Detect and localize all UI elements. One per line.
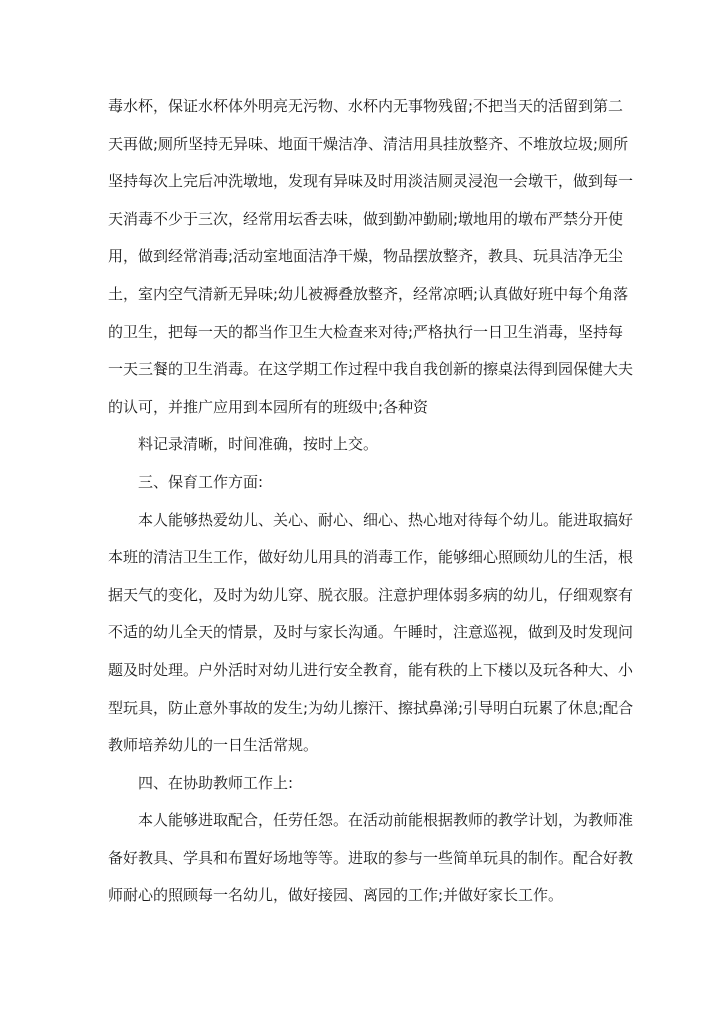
text-line: 不适的幼儿全天的情景，及时与家长沟通。午睡时，注意巡视，做到及时发现问 bbox=[108, 623, 634, 642]
text-line: 天消毒不少于三次，经常用坛香去味，做到勤冲勤刷;墩地用的墩布严禁分开使 bbox=[108, 209, 624, 228]
text-line: 备好教具、学具和布置好场地等等。进取的参与一些简单玩具的制作。配合好教 bbox=[108, 848, 634, 867]
text-line: 的认可，并推广应用到本园所有的班级中;各种资 bbox=[108, 397, 429, 416]
paragraph-assisting-teachers bbox=[108, 802, 634, 915]
text-line: 据天气的变化，及时为幼儿穿、脱衣服。注意护理体弱多病的幼儿，仔细观察有 bbox=[108, 585, 634, 604]
text-line: 毒水杯，保证水杯体外明亮无污物、水杯内无事物残留;不把当天的活留到第二 bbox=[108, 97, 624, 115]
text-line: 教师培养幼儿的一日生活常规。 bbox=[108, 736, 319, 755]
paragraph-records: 料记录清晰，时间准确，按时上交。 bbox=[138, 435, 379, 454]
text-line: 天再做;厕所坚持无异味、地面干燥洁净、清洁用具挂放整齐、不堆放垃圾;厕所 bbox=[108, 134, 629, 153]
text-line: 本人能够热爱幼儿、关心、耐心、细心、热心地对待每个幼儿。能进取搞好 bbox=[138, 510, 634, 529]
section-heading-assisting-teachers: 四、在协助教师工作上: bbox=[138, 773, 294, 792]
text-line: 一天三餐的卫生消毒。在这学期工作过程中我自我创新的擦桌法得到园保健大夫 bbox=[108, 360, 634, 379]
text-line: 师耐心的照顾每一名幼儿，做好接园、离园的工作;并做好家长工作。 bbox=[108, 886, 564, 905]
text-line: 本班的清洁卫生工作，做好幼儿用具的消毒工作，能够细心照顾幼儿的生活，根 bbox=[108, 548, 634, 567]
text-line: 本人能够进取配合，任劳任怨。在活动前能根据教师的教学计划，为教师准 bbox=[138, 811, 634, 830]
paragraph-childcare bbox=[108, 502, 634, 765]
text-line: 土，室内空气清新无异味;幼儿被褥叠放整齐，经常凉晒;认真做好班中每个角落 bbox=[108, 284, 629, 303]
text-line: 用，做到经常消毒;活动室地面洁净干燥，物品摆放整齐，教具、玩具洁净无尘 bbox=[108, 247, 624, 266]
text-line: 的卫生，把每一天的都当作卫生大检查来对待;严格执行一日卫生消毒，坚持每 bbox=[108, 322, 624, 341]
text-line: 题及时处理。户外活时对幼儿进行安全教育，能有秩的上下楼以及玩各种大、小 bbox=[108, 660, 634, 679]
text-line: 坚持每次上完后冲洗墩地，发现有异味及时用淡洁厕灵浸泡一会墩干，做到每一 bbox=[108, 172, 634, 191]
paragraph-hygiene-continued bbox=[108, 88, 634, 426]
document-page bbox=[108, 88, 634, 915]
text-line: 型玩具，防止意外事故的发生;为幼儿擦汗、擦拭鼻涕;引导明白玩累了休息;配合 bbox=[108, 698, 634, 717]
section-heading-childcare: 三、保育工作方面: bbox=[138, 472, 264, 491]
